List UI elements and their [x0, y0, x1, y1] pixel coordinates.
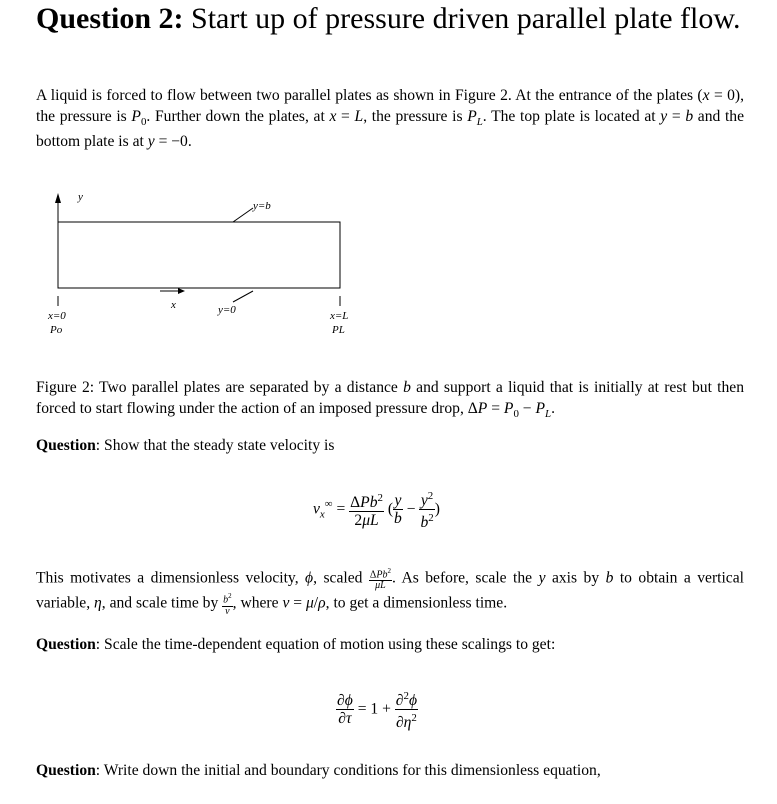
question-label: Question — [36, 636, 96, 653]
question-title: Start up of pressure driven parallel plate flow. — [191, 2, 741, 35]
top-plate-leader — [233, 208, 253, 222]
bottom-plate-label: y=0 — [218, 304, 236, 316]
figure-caption: Figure 2: Two parallel plates are separated by a distance b and support a liquid that is initially at rest but then forced to start flowing under the action of an imposed pressure drop, $\Delta P = P_0 - P_L$. — [36, 379, 744, 420]
x-axis-arrowhead — [178, 288, 185, 294]
dimensionless-equation: $\frac{\partial\phi}{\partial\tau}$ = 1 + $\frac{\partial^2\phi}{\partial\eta^2}$ — [337, 690, 418, 732]
question-label: Question — [36, 762, 96, 779]
parallel-plate-figure — [40, 185, 370, 345]
y-axis-arrowhead — [55, 193, 61, 203]
intro-paragraph: A liquid is forced to flow between two parallel plates as shown in Figure 2. At the entrance of the plates (x = 0), the pressure is $P_0$. Further down the plates, at x = L, the pressure is $P_L$. The top plate is located at y = b and the bottom plate is at y = −0. — [36, 87, 745, 151]
steady-velocity-equation: $v_x^\infty$ = $\frac{\Delta Pb^2}{2\mu L}$ ( $\frac{y}{b}$ − $\frac{y^2}{b^2}$ ) — [313, 490, 440, 532]
question-steady-state: Question: Show that the steady state velocity is — [36, 437, 335, 454]
top-plate-label: y=b — [253, 200, 271, 212]
question-heading — [36, 4, 756, 34]
inlet-position-label: x=0 — [48, 310, 66, 322]
y-axis-label: y — [78, 191, 83, 203]
bottom-plate-leader — [233, 291, 253, 302]
question-label: Question 2: — [36, 2, 184, 35]
question-label: Question — [36, 437, 96, 454]
inlet-pressure-label: Po — [50, 324, 63, 336]
question-conditions: Question: Write down the initial and boundary conditions for this dimensionless equation, — [36, 762, 601, 779]
x-axis-label: x — [171, 299, 176, 311]
outlet-pressure-label: PL — [332, 324, 345, 336]
motivation-paragraph: This motivates a dimensionless velocity, ϕ, scaled $\frac{\Delta Pb^2}{\mu L}$ . As before, scale the y axis by b to obtain a vertical variable, η, and scale time by $\frac{b^2}{\nu}$ , where ν = μ/ρ, to get a dimensionless time. — [36, 567, 744, 617]
outlet-position-label: x=L — [330, 310, 349, 322]
question-scale-equation: Question: Scale the time-dependent equation of motion using these scalings to get: — [36, 636, 556, 653]
plate-channel — [58, 222, 340, 288]
